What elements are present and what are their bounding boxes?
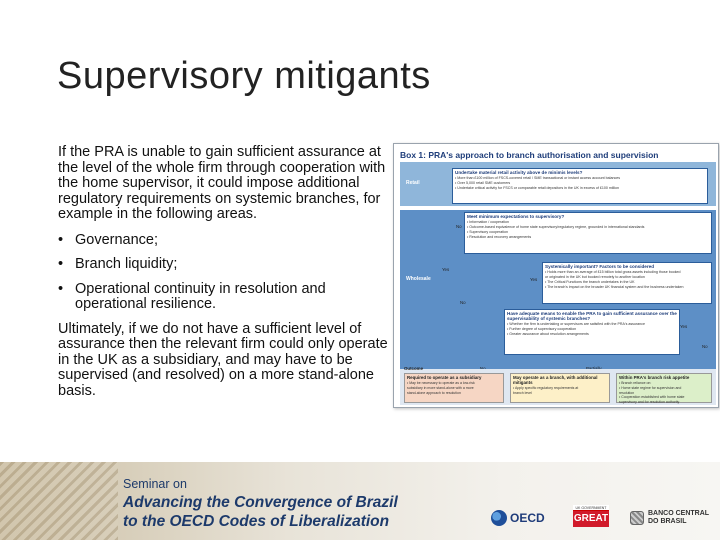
box-line: • Undertake critical activity for FSCS or comparable retail depositors in the UK in excess of £100 million xyxy=(455,186,620,190)
figure-title: Box 1: PRA's approach to branch authorisation and supervision xyxy=(400,150,659,160)
box-line: • Apply specific regulatory requirements at xyxy=(513,386,579,390)
box-line: • More than £100 million of FSCS-covered retail / SME transactional or instant access account balances xyxy=(455,176,621,180)
retail-activity-box xyxy=(452,168,708,204)
box-line: • Resolution and recovery arrangements xyxy=(467,235,532,239)
box-line: branch level xyxy=(513,390,532,395)
flow-yes-label: Yes xyxy=(442,267,450,272)
banco-central-logo xyxy=(630,510,709,526)
wholesale-label: Wholesale xyxy=(406,276,431,282)
box-line: subsidiary in more stand-alone with a more xyxy=(407,385,474,390)
box-line: • Home state regime for supervision and xyxy=(619,385,682,390)
box-heading: Within PRA's branch risk appetite xyxy=(619,375,690,380)
pra-flowchart-figure xyxy=(393,143,719,408)
banco-central-wordmark xyxy=(648,510,709,526)
intro-paragraph: If the PRA is unable to gain sufficient assurance at the level of the whole firm through cooperation with the home supervisor, it could impose additional regulatory requirements on systemic branches, for example in the following areas. xyxy=(58,144,386,222)
bullet-branch-liquidity: • Branch liquidity; xyxy=(58,257,388,273)
banco-central-emblem-icon xyxy=(630,511,644,525)
box-line: • Cooperation established with home state xyxy=(619,395,685,400)
box-line: • Further degree of supervisory cooperation xyxy=(507,327,577,331)
seminar-on-text: Seminar on xyxy=(123,477,187,491)
minimum-expectations-box xyxy=(464,212,712,254)
outcome-label: Outcome xyxy=(404,366,424,371)
seminar-title-line-1: Advancing the Convergence of Brazil xyxy=(123,494,398,511)
box-line: • Holds more than an average of £15 billion total gross assets including those booked xyxy=(545,270,681,274)
bcb-line-2: DO BRASIL xyxy=(648,518,687,525)
flow-no-label: No xyxy=(702,344,708,349)
box-heading: May operate as a branch, with additional mitigants xyxy=(513,375,598,385)
outcome-risk-appetite-box xyxy=(616,373,712,403)
great-logo xyxy=(573,505,609,529)
bcb-line-1: BANCO CENTRAL xyxy=(648,510,710,517)
box-line: supervisory and for resolution authority xyxy=(619,400,680,405)
box-heading: Required to operate as a subsidiary xyxy=(407,375,482,380)
flow-no-label: No xyxy=(456,224,462,229)
box-line: • Information / cooperation xyxy=(467,220,510,224)
adequate-means-box xyxy=(504,309,680,355)
box-line: • Greater assurance about resolution arrangements xyxy=(507,332,589,336)
box-heading: Have adequate means to enable the PRA to gain sufficient assurance over the supervisability of systemic branches? xyxy=(507,311,677,321)
box-line: • Outcome-based equivalence of home state supervisory/regulatory regime, grounded in international standards xyxy=(467,225,645,229)
bullet-operational-continuity: • Operational continuity in resolution and operational resilience. xyxy=(58,282,388,313)
box-line: • Whether the firm is undertaking or supervisors are satisfied with the PRA's assurance xyxy=(507,322,645,326)
box-line: • May be necessary to operate as a low-risk xyxy=(407,381,475,385)
slide-title: Supervisory mitigants xyxy=(57,55,431,97)
box-heading: Systemically important? Factors to be considered xyxy=(545,264,655,269)
box-line: • The Critical Functions the branch undertakes in the UK xyxy=(545,280,635,284)
box-line: • Branch reliance on: xyxy=(619,381,652,385)
systemic-importance-box xyxy=(542,262,712,304)
box-line: • Supervisory cooperation xyxy=(467,230,509,234)
box-line: stand-alone approach to resolution xyxy=(407,390,461,395)
box-line: • The branch's impact on the broader UK financial system and the business undertaken xyxy=(545,285,684,289)
oecd-wordmark: OECD xyxy=(510,511,545,525)
box-line: • Over 5,000 retail SME customers xyxy=(455,181,511,185)
bullet-governance: • Governance; xyxy=(58,233,388,249)
flow-yes-label: Yes xyxy=(530,277,538,282)
bullet-list xyxy=(58,233,388,313)
flow-yes-label: Yes xyxy=(680,324,688,329)
conclusion-paragraph: Ultimately, if we do not have a sufficient level of assurance then the relevant firm could only operate in the UK as a subsidiary, and may have to be supervised (and resolved) on a more stand-alone basis. xyxy=(58,320,388,399)
seminar-title-line-2: to the OECD Codes of Liberalization xyxy=(123,513,390,530)
footer-pattern xyxy=(0,462,118,540)
box-heading: Undertake material retail activity above de minimis levels? xyxy=(455,170,583,175)
box-line: resolution xyxy=(619,390,635,395)
box-line: or originated in the UK but booked remotely to another location xyxy=(545,275,645,279)
box-heading: Meet minimum expectations to supervisory? xyxy=(467,214,565,219)
oecd-globe-icon xyxy=(491,510,507,526)
outcome-mitigants-box xyxy=(510,373,610,403)
retail-label: Retail xyxy=(406,180,420,186)
great-wordmark: GREAT xyxy=(573,511,609,527)
outcome-subsidiary-box xyxy=(404,373,504,403)
oecd-logo xyxy=(491,510,545,526)
great-logo-top: UK GOVERNMENT xyxy=(573,505,609,511)
flow-no-label: No xyxy=(460,300,466,305)
slide-body xyxy=(58,145,388,409)
